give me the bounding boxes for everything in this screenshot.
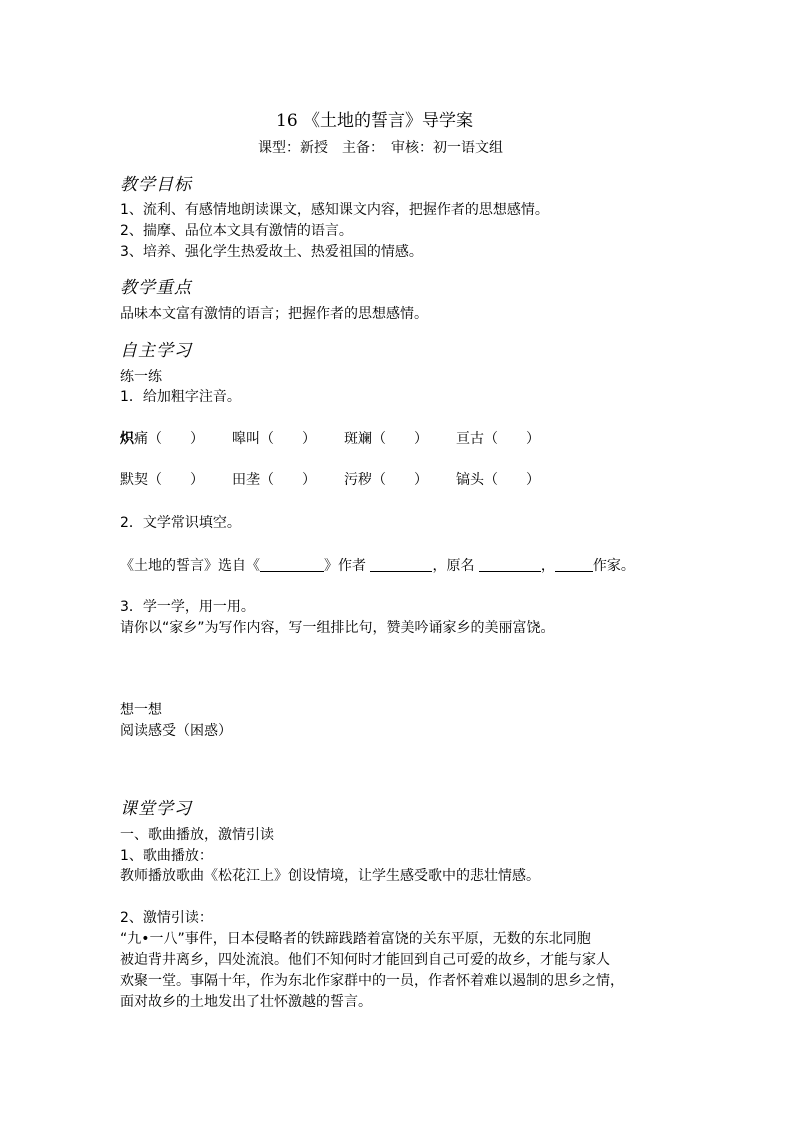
- self-study-heading: 自主学习: [120, 341, 192, 361]
- answer-blank[interactable]: [260, 556, 324, 572]
- section-heading: 一、歌曲播放，激情引读: [120, 827, 274, 843]
- practice-label: 练一练: [120, 369, 162, 385]
- pinyin-item: 炽痛（ ）: [120, 431, 204, 447]
- think-prompt: 阅读感受（困惑）: [120, 723, 232, 739]
- course-meta: 课型：新授 主备： 审核：初一语文组: [258, 140, 503, 156]
- subsection-text: 教师播放歌曲《松花江上》创设情境，让学生感受歌中的悲壮情感。: [120, 868, 540, 884]
- paragraph-line: 面对故乡的土地发出了壮怀激越的誓言。: [120, 994, 372, 1010]
- key-points-heading: 教学重点: [120, 278, 192, 298]
- objectives-heading: 教学目标: [120, 175, 192, 195]
- pinyin-item: 默契（ ）: [120, 472, 204, 488]
- paragraph-line: “九•一八”事件，日本侵略者的铁蹄践踏着富饶的关东平原，无数的东北同胞: [120, 931, 591, 947]
- subsection-label: 1、歌曲播放：: [120, 848, 213, 864]
- pinyin-item: 污秽（ ）: [344, 472, 428, 488]
- objective-item: 1、流利、有感情地朗读课文，感知课文内容，把握作者的思想感情。: [120, 202, 549, 218]
- bold-char: 炽: [120, 431, 134, 447]
- pinyin-item: 镐头（ ）: [456, 472, 540, 488]
- paragraph-line: 欢聚一堂。事隔十年，作为东北作家群中的一员，作者怀着难以遏制的思乡之情，: [120, 973, 624, 989]
- fill-in-line: 《土地的誓言》选自《 》作者 ，原名 ， 作家。: [120, 558, 635, 574]
- objective-item: 2、揣摩、品位本文具有激情的语言。: [120, 223, 353, 239]
- subsection-label: 2、激情引读：: [120, 910, 213, 926]
- page-title: 16 《土地的誓言》导学案: [276, 111, 474, 131]
- question-2: 2．文学常识填空。: [120, 515, 241, 531]
- paragraph-line: 被迫背井离乡，四处流浪。他们不知何时才能回到自己可爱的故乡，才能与家人: [120, 952, 610, 968]
- think-label: 想一想: [120, 702, 162, 718]
- pinyin-item: 亘古（ ）: [456, 431, 540, 447]
- question-3: 3．学一学，用一用。: [120, 599, 255, 615]
- pinyin-item: 田垄（ ）: [232, 472, 316, 488]
- key-points-text: 品味本文富有激情的语言；把握作者的思想感情。: [120, 306, 428, 322]
- pinyin-item: 嗥叫（ ）: [232, 431, 316, 447]
- question-3-prompt: 请你以“家乡”为写作内容，写一组排比句，赞美吟诵家乡的美丽富饶。: [120, 620, 555, 636]
- question-1: 1．给加粗字注音。: [120, 389, 241, 405]
- answer-blank[interactable]: [479, 556, 541, 572]
- answer-blank[interactable]: [370, 556, 432, 572]
- classroom-heading: 课堂学习: [120, 799, 192, 819]
- pinyin-item: 斑斓（ ）: [344, 431, 428, 447]
- objective-item: 3、培养、强化学生热爱故土、热爱祖国的情感。: [120, 244, 423, 260]
- answer-blank[interactable]: [555, 556, 593, 572]
